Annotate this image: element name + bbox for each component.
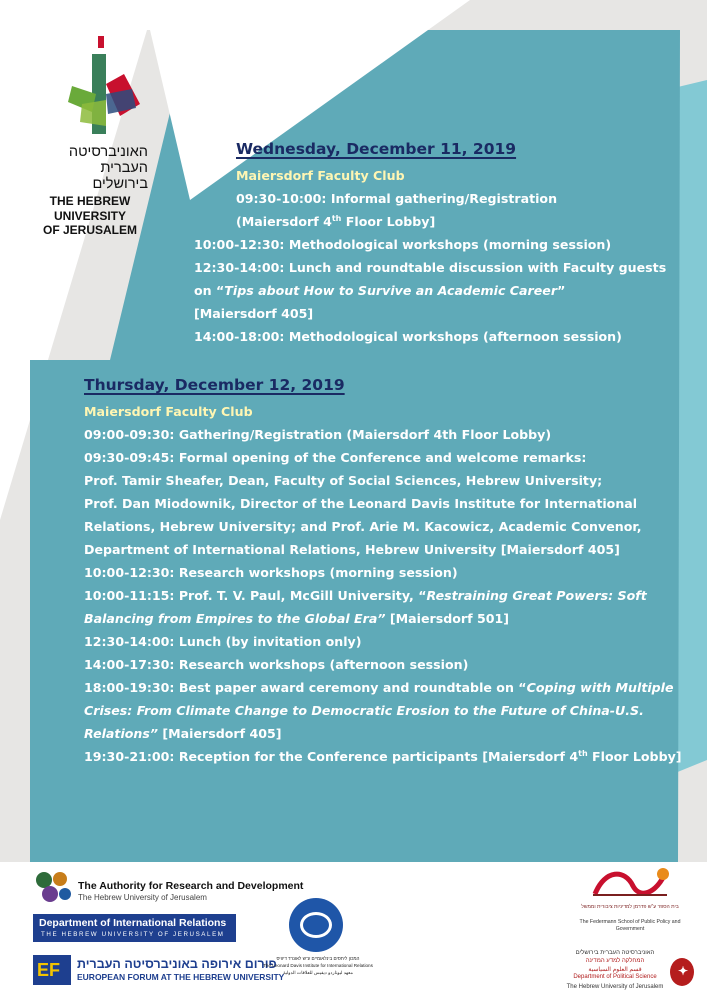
thursday-line-14: Relations” [Maiersdorf 405] xyxy=(84,726,282,741)
ps-hebrew-university: האוניברסיטה העברית בירושלים xyxy=(575,950,655,956)
political-science-logo xyxy=(560,950,700,998)
hebrew-line-1: האוניברסיטה xyxy=(68,144,148,160)
thursday-line-7: 10:00-12:30: Research workshops (morning session) xyxy=(84,565,458,580)
thursday-line-13: Crises: From Climate Change to Democratic Erosion to the Future of China-U.S. xyxy=(84,703,644,718)
ps-arabic-dept: قسم العلوم السياسية xyxy=(588,967,642,973)
federmann-hebrew-name: בית הספר ע"ש פדרמן למדיניות ציבורית וממשל xyxy=(581,904,679,910)
thursday-line-15: 19:30-21:00: Reception for the Conference participants [Maiersdorf 4th Floor Lobby] xyxy=(84,749,682,764)
dept-title: Department of International Relations xyxy=(39,917,227,929)
thursday-line-1: 09:00-09:30: Gathering/Registration (Maiersdorf 4th Floor Lobby) xyxy=(84,427,552,442)
thursday-line-2: 09:30-09:45: Formal opening of the Conference and welcome remarks: xyxy=(84,450,587,465)
federmann-english-name: The Federmann School of Public Policy and Government xyxy=(579,919,681,932)
wednesday-line-5: on “Tips about How to Survive an Academic Career” xyxy=(194,283,566,298)
ef-hebrew-name: פורום אירופה באוניברסיטה העברית xyxy=(77,957,277,971)
wednesday-line-6: [Maiersdorf 405] xyxy=(194,306,314,321)
european-forum-logo xyxy=(33,955,285,985)
authority-subtitle: The Hebrew University of Jerusalem xyxy=(78,893,207,902)
thursday-venue: Maiersdorf Faculty Club xyxy=(84,404,253,419)
dept-subtitle: THE HEBREW UNIVERSITY OF JERUSALEM xyxy=(41,931,225,938)
davis-globe-icon xyxy=(289,898,343,952)
authority-title: The Authority for Research and Development xyxy=(78,880,304,892)
thursday-line-6: Department of International Relations, Hebrew University [Maiersdorf 405] xyxy=(84,542,620,557)
hebrew-line-3: בירושלים xyxy=(92,176,148,192)
globes-icon xyxy=(34,870,74,904)
wednesday-heading: Wednesday, December 11, 2019 xyxy=(236,140,517,158)
federmann-school-logo xyxy=(575,864,685,944)
authority-logo xyxy=(30,866,304,908)
hebrew-line-2: העברית xyxy=(100,160,148,176)
ef-english-name: EUROPEAN FORUM AT THE HEBREW UNIVERSITY xyxy=(77,972,285,982)
thursday-line-3: Prof. Tamir Sheafer, Dean, Faculty of Social Sciences, Hebrew University; xyxy=(84,473,603,488)
wednesday-line-7: 14:00-18:00: Methodological workshops (afternoon session) xyxy=(194,329,622,344)
ps-english-university: The Hebrew University of Jerusalem xyxy=(566,984,664,990)
thursday-line-9: Balancing from Empires to the Global Era” [Maiersdorf 501] xyxy=(84,611,510,626)
ef-badge-icon: EF xyxy=(33,955,71,985)
wednesday-line-4: 12:30-14:00: Lunch and roundtable discussion with Faculty guests xyxy=(194,260,667,275)
davis-institute-logo xyxy=(258,898,378,988)
thursday-line-4: Prof. Dan Miodownik, Director of the Leonard Davis Institute for International xyxy=(84,496,638,511)
english-line-2: UNIVERSITY xyxy=(53,208,126,223)
english-line-3: OF JERUSALEM xyxy=(42,223,137,237)
wednesday-line-3: 10:00-12:30: Methodological workshops (morning session) xyxy=(194,237,612,252)
ps-hebrew-dept: המחלקה למדע המדינה xyxy=(585,958,645,964)
english-line-1: THE HEBREW xyxy=(49,194,131,208)
thursday-line-5: Relations, Hebrew University; and Prof. Arie M. Kacowicz, Academic Convenor, xyxy=(84,519,642,534)
thursday-line-11: 14:00-17:30: Research workshops (afternoon session) xyxy=(84,657,469,672)
thursday-line-8: 10:00-11:15: Prof. T. V. Paul, McGill University, “Restraining Great Powers: Soft xyxy=(84,588,647,603)
wednesday-venue: Maiersdorf Faculty Club xyxy=(236,168,405,183)
wednesday-line-1: 09:30-10:00: Informal gathering/Registration xyxy=(236,191,558,206)
thursday-line-10: 12:30-14:00: Lunch (by invitation only) xyxy=(84,634,362,649)
davis-english-name: The Leonard Davis Institute for International Relations xyxy=(263,963,373,968)
davis-hebrew-name: המכון ליחסים בינלאומיים ע"ש לאונרד דיוויס xyxy=(276,956,360,961)
thursday-heading: Thursday, December 12, 2019 xyxy=(84,376,345,394)
thursday-line-12: 18:00-19:30: Best paper award ceremony and roundtable on “Coping with Multiple xyxy=(84,680,674,695)
federmann-emblem-icon xyxy=(585,864,675,904)
ps-english-dept: Department of Political Science xyxy=(573,974,657,980)
dept-international-relations-logo xyxy=(33,914,236,942)
davis-arabic-name: معهد ليوناردو ديفيس للعلاقات الدولية xyxy=(283,970,353,975)
ps-emblem-icon: ✦ xyxy=(670,958,694,986)
wednesday-line-2: (Maiersdorf 4th Floor Lobby] xyxy=(236,214,436,229)
